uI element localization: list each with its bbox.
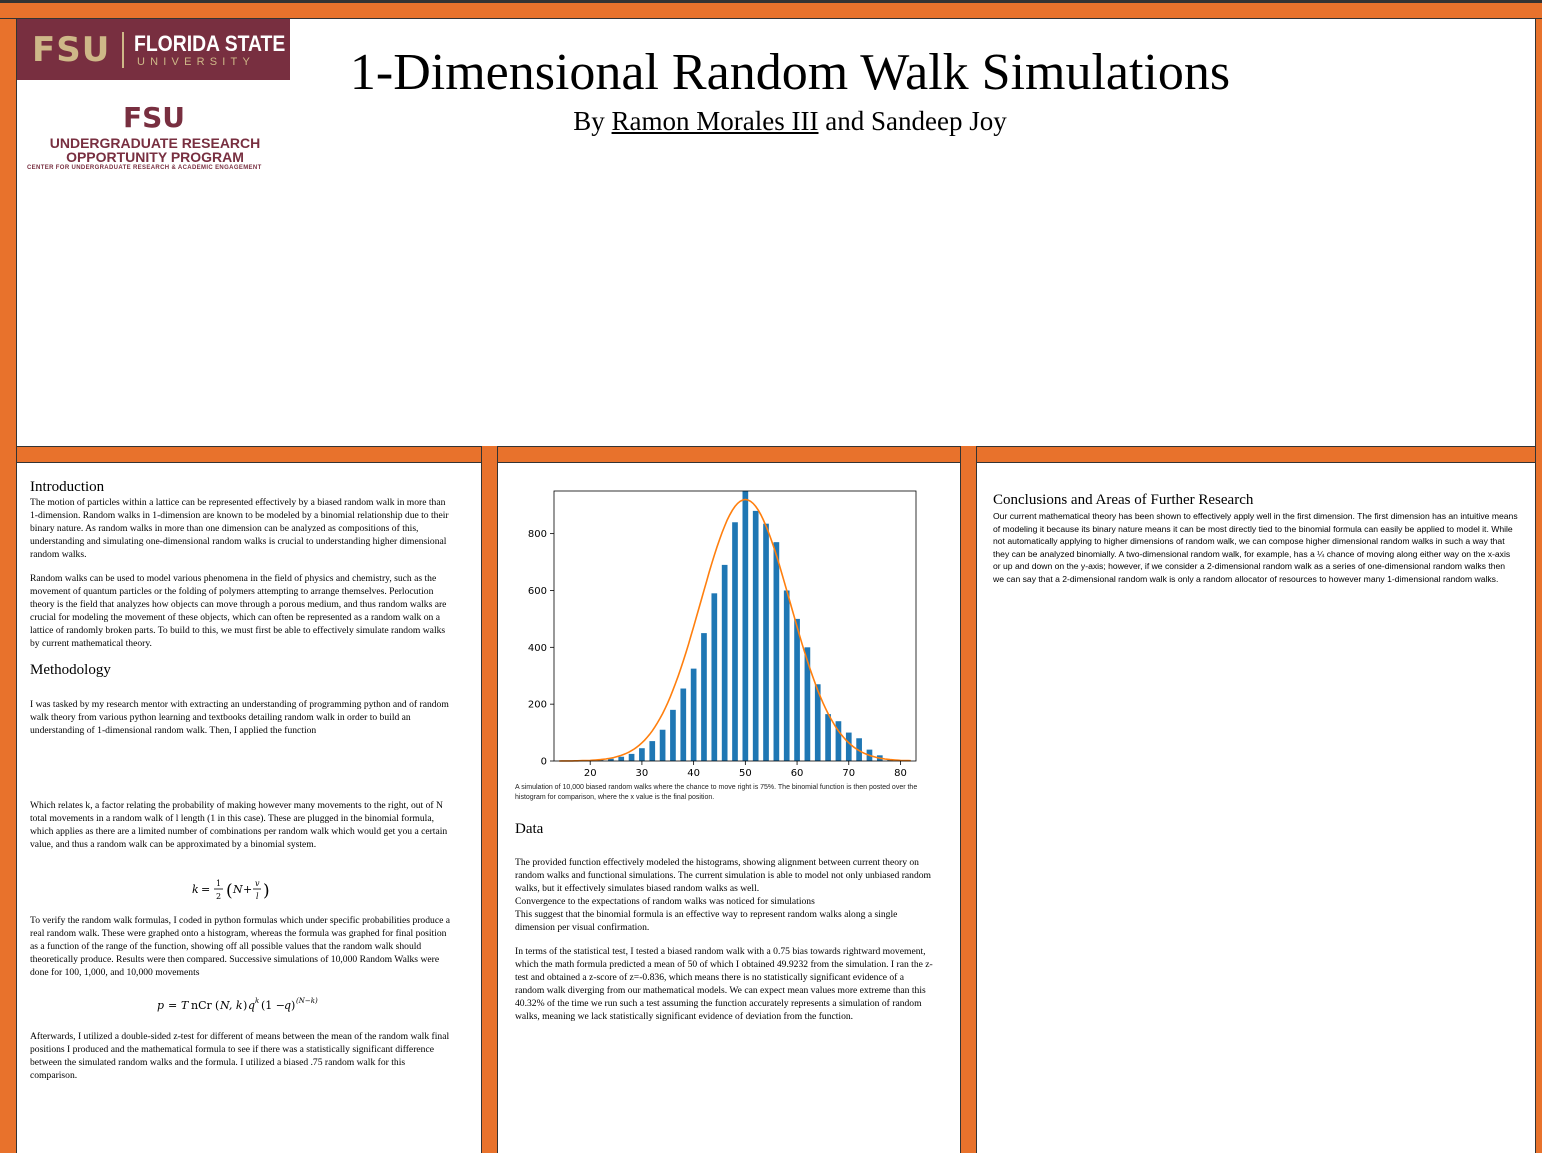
y-tick-label: 600 [527, 585, 547, 597]
histogram-bar [691, 669, 697, 761]
methodology-paragraph-2: Which relates k, a factor relating the probability of making however many movements to the right, out of N total movements in a random walk of l length (1 in this case). These are plugged in the binomial formula, which applies as there are a limited number of combinations per random walk which would get you a certain value, and thus a random walk can be approximated by a binomial system. [30, 800, 448, 850]
svg-text:+: + [243, 883, 253, 896]
histogram-bar [825, 714, 831, 761]
column-divider-2 [960, 446, 977, 1153]
data-heading: Data [515, 821, 544, 837]
byline-by: By [573, 106, 605, 136]
histogram-bar [763, 524, 769, 761]
x-tick-label: 70 [842, 768, 856, 779]
x-tick-label: 30 [635, 768, 649, 779]
histogram-bar [753, 511, 759, 761]
fsu-logo-university: UNIVERSITY [137, 56, 256, 68]
histogram-chart [510, 485, 940, 780]
histogram-bar [722, 565, 728, 761]
fsu-logo-name: FLORIDA STATE [134, 31, 286, 56]
header-strip [0, 3, 1542, 19]
methodology-paragraph-3: To verify the random walk formulas, I coded in python formulas which under specific probabilities produce a real random walk. These were graphed onto a histogram, whereas the formula was graphed for final position as a function of the range of the function, showing off all possible values that the random walk should theoretically produce. Results were then compared. Successive simulations of 10,000 Random Walks were done for 100, 1,000, and 10,000 movements [30, 915, 450, 978]
histogram-bar [846, 733, 852, 761]
urop-logo-line2: OPPORTUNITY PROGRAM [66, 149, 244, 165]
conclusions-heading: Conclusions and Areas of Further Research [993, 492, 1254, 508]
y-tick-label: 200 [527, 699, 547, 711]
column-divider-1 [481, 446, 498, 1153]
intro-paragraph-2: Random walks can be used to model various phenomena in the field of physics and chemistry, such as the movement of quantum particles or the folding of polymers attempting to arrange themselves. Perlocution theory is the field that analyzes how objects can move through a porous medium, and thus random walks are crucial for modeling the movement of these objects, which can often be represented as a random walk on a lattice of randomly broken parts. To build to this, we must first be able to effectively simulate random walks by current mathematical theory. [30, 573, 447, 649]
urop-logo-line1: UNDERGRADUATE RESEARCH [49, 135, 261, 151]
svg-text:(N−k): (N−k) [296, 997, 318, 1005]
methodology-paragraph-4: Afterwards, I utilized a double-sided z-test for different of means between the mean of the random walk final positions I produced and the mathematical formula to see if there was a statistically significant difference between the simulated random walks and the formula. I utilized a biased .75 random walk for this comparison. [30, 1031, 450, 1081]
histogram-bar [774, 542, 780, 761]
histogram-bar [711, 593, 717, 761]
svg-text:): ) [291, 999, 296, 1012]
x-tick-label: 80 [894, 768, 907, 779]
data-paragraph-1 [515, 857, 935, 934]
svg-text:=: = [201, 883, 211, 896]
x-tick-label: 40 [687, 768, 700, 779]
svg-text:k: k [192, 883, 199, 896]
svg-text:(: ( [226, 881, 233, 901]
svg-text:): ) [263, 881, 270, 901]
svg-text:1: 1 [216, 879, 222, 888]
methodology-paragraph-1: I was tasked by my research mentor with extracting an understanding of programming python and of random walk theory from various python learning and textbooks detailing random walk in order to build an understanding of 1-dimensional random walk. Then, I applied the function [30, 699, 449, 736]
svg-text:N: N [233, 883, 243, 896]
svg-text:l: l [256, 892, 259, 901]
author-link: Ramon Morales III [611, 106, 819, 136]
svg-text:(: ( [215, 999, 220, 1012]
fsu-logo-divider [122, 32, 124, 68]
intro-heading: Introduction [30, 479, 105, 495]
svg-text:=: = [168, 999, 178, 1012]
histogram-bar [784, 590, 790, 761]
histogram-bar [794, 619, 800, 761]
intro-paragraph-1: The motion of particles within a lattice can be represented effectively by a biased random walk in more than 1-dimension. Random walks in 1-dimension are known to be modeled by a binomial relationship due to their binary nature. As random walks in more than one dimension can be analyzed as compositions of this, understanding and simulating one-dimensional random walks is crucial to understanding higher dimensional random walks. [30, 497, 449, 560]
byline [290, 105, 1290, 137]
right-border [1535, 19, 1542, 1153]
svg-text:N, k: N, k [220, 999, 243, 1012]
histogram-bar [670, 710, 676, 761]
histogram-bar [639, 748, 645, 761]
histogram-bar [618, 757, 624, 761]
svg-text:v: v [255, 879, 260, 888]
conclusions-body: Our current mathematical theory has been shown to effectively apply well in the first dimension. The first dimension has an intuitive means of modeling it because its binary nature means it can be most directly tied to the binomial formula can easily be applied to model it. While not automatically applying to higher dimensions of random walk, we can compose higher dimensional random walks in such a way that they can be analyzed binomially. A two-dimensional random walk, for example, has a ¼ chance of moving along either way on the x-axis or up and down on the y-axis; however, if we consider a 2-dimensional random walk as a series of one-dimensional random walks then we can say that a 2-dimensional random walk is only a random allocator of resources to however many 1-dimensional random walks. [993, 511, 1518, 584]
svg-text:p: p [157, 999, 165, 1012]
svg-text:nCr: nCr [191, 999, 212, 1012]
x-tick-label: 60 [790, 768, 804, 779]
histogram-bar [629, 754, 635, 761]
y-tick-label: 0 [540, 756, 547, 768]
x-tick-label: 50 [738, 768, 752, 779]
poster-title: 1-Dimensional Random Walk Simulations [349, 44, 1231, 101]
data-paragraph-2: In terms of the statistical test, I tested a biased random walk with a 0.75 bias towards rightward movement, which the math formula predicted a mean of 50 of which I obtained 49.9232 from the simulation. I ran the z-test and obtained a z-score of z=-0.836, which means there is no statistically significant evidence of a random walk diverging from our mathematical models. We can expect mean values more extreme than this 40.32% of the time we run such a test assuming the function accurately represents a simulation of random walks, meaning we lack statistically significant evidence of deviation from the function. [515, 946, 933, 1022]
svg-text:2: 2 [216, 892, 222, 901]
histogram-bar [701, 633, 707, 761]
data-paragraph-1-convergence: Convergence to the expectations of random walks was noticed for simulations [515, 895, 815, 907]
histogram-bar [680, 689, 686, 761]
svg-text:): ) [243, 999, 248, 1012]
svg-text:(1 −: (1 − [261, 999, 286, 1012]
x-tick-label: 20 [583, 768, 597, 779]
byline-rest: and Sandeep Joy [825, 106, 1007, 136]
histogram-bar [649, 741, 655, 761]
svg-text:q: q [284, 999, 292, 1012]
equation-binomial [155, 993, 335, 1017]
urop-logo-letters: FSU [123, 101, 186, 134]
methodology-heading: Methodology [30, 662, 111, 678]
histogram-bar [742, 491, 748, 761]
section-divider-band [17, 446, 1535, 463]
urop-logo-line3: CENTER FOR UNDERGRADUATE RESEARCH & ACADEMIC ENGAGEMENT [27, 165, 262, 171]
fsu-logo-letters: FSU [32, 30, 111, 70]
y-tick-label: 400 [527, 642, 547, 654]
histogram-bar [660, 730, 666, 761]
histogram-bar [732, 522, 738, 761]
left-border [0, 19, 17, 1153]
svg-text:k: k [255, 997, 260, 1005]
chart-caption: A simulation of 10,000 biased random walks where the chance to move right is 75%. The binomial function is then posted over the histogram for comparison, where the x value is the final position. [515, 784, 918, 801]
data-paragraph-1-conclusion: This suggest that the binomial formula is an effective way to represent random walks along a single dimension per visual confirmation. [515, 908, 898, 933]
equation-k [190, 874, 280, 904]
data-paragraph-1-main: The provided function effectively modeled the histograms, showing alignment between current theory on random walks and functional simulations. The current simulation is able to model not only unbiased random walks, but it effectively simulates biased random walks as well. [515, 857, 932, 894]
svg-text:q: q [248, 999, 256, 1012]
svg-text:T: T [181, 999, 189, 1012]
y-tick-label: 800 [527, 529, 547, 541]
